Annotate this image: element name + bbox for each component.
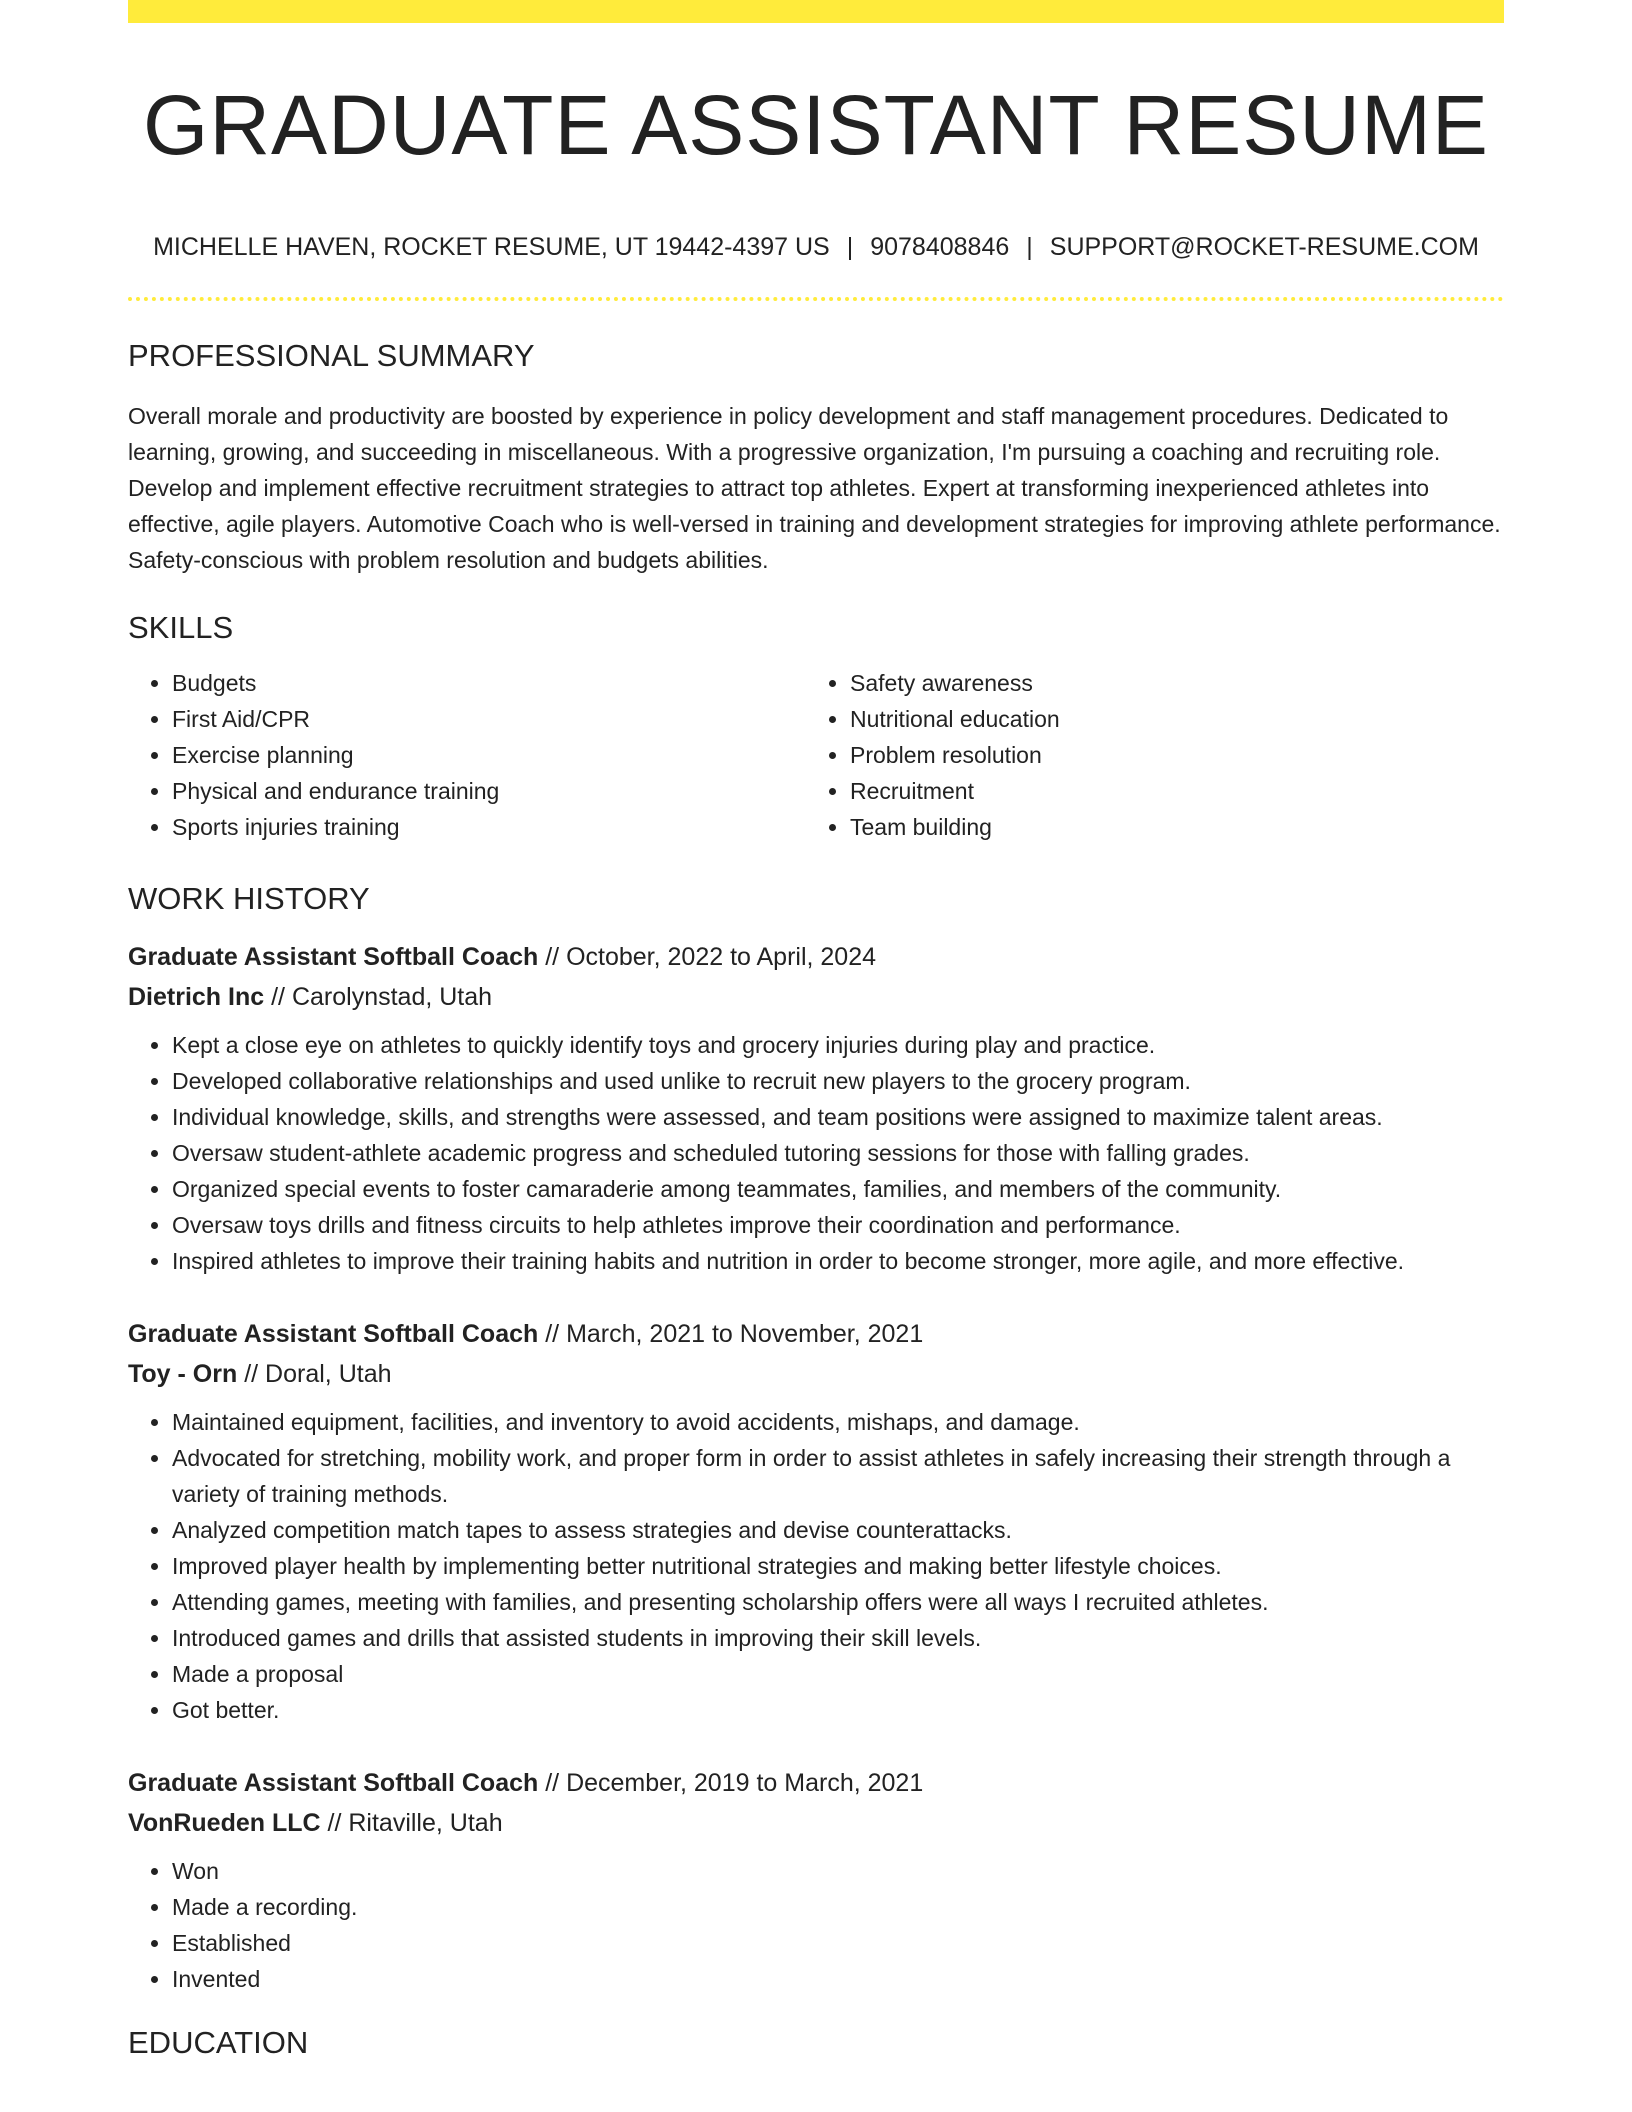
skill-item: • Problem resolution: [850, 737, 1484, 773]
job-bullet: • Developed collaborative relationships and used unlike to recruit new players to the grocery program.: [172, 1063, 1504, 1099]
contact-address: MICHELLE HAVEN, ROCKET RESUME, UT 19442-4397 US: [153, 233, 830, 261]
job-entry: [128, 937, 1504, 1279]
education-heading: EDUCATION: [128, 2025, 309, 2060]
job-bullet: • Attending games, meeting with families, and presenting scholarship offers were all ways I recruited athletes.: [172, 1584, 1504, 1620]
skill-item: • Exercise planning: [172, 737, 806, 773]
job-title-line: [128, 1763, 1504, 1803]
skill-item: • Team building: [850, 809, 1484, 845]
skill-item: • Physical and endurance training: [172, 773, 806, 809]
skill-item: • First Aid/CPR: [172, 701, 806, 737]
job-bullet: • Kept a close eye on athletes to quickly identify toys and grocery injuries during play and practice.: [172, 1027, 1504, 1063]
contact-line: [128, 235, 1504, 260]
job-company: Dietrich Inc: [128, 983, 265, 1011]
job-bullet: • Improved player health by implementing better nutritional strategies and making better lifestyle choices.: [172, 1548, 1504, 1584]
job-bullets: [128, 1404, 1504, 1728]
job-title-line: [128, 1314, 1504, 1354]
job-bullet: • Organized special events to foster camaraderie among teammates, families, and members of the community.: [172, 1171, 1504, 1207]
skill-item: • Budgets: [172, 665, 806, 701]
job-bullet: • Analyzed competition match tapes to assess strategies and devise counterattacks.: [172, 1512, 1504, 1548]
job-bullet: • Oversaw student-athlete academic progress and scheduled tutoring sessions for those with falling grades.: [172, 1135, 1504, 1171]
job-entry: [128, 1314, 1504, 1728]
resume-page: [128, 0, 1504, 2058]
job-title-line: [128, 937, 1504, 977]
job-company: VonRueden LLC: [128, 1809, 321, 1837]
job-entry: [128, 1763, 1504, 1997]
job-bullet: • Made a recording.: [172, 1889, 1504, 1925]
job-location: // Carolynstad, Utah: [271, 983, 493, 1011]
job-company-line: [128, 1803, 1504, 1843]
contact-phone: 9078408846: [870, 233, 1010, 261]
skill-item: • Safety awareness: [850, 665, 1484, 701]
job-title: Graduate Assistant Softball Coach: [128, 1320, 539, 1348]
job-bullet: • Established: [172, 1925, 1504, 1961]
contact-separator: |: [846, 233, 854, 261]
resume-title: GRADUATE ASSISTANT RESUME: [143, 78, 1489, 172]
skill-item: • Nutritional education: [850, 701, 1484, 737]
job-bullet: • Made a proposal: [172, 1656, 1504, 1692]
job-company-line: [128, 1354, 1504, 1394]
top-accent-bar: [128, 0, 1504, 23]
job-bullet: • Individual knowledge, skills, and strengths were assessed, and team positions were assigned to maximize talent areas.: [172, 1099, 1504, 1135]
contact-email: SUPPORT@ROCKET-RESUME.COM: [1049, 233, 1479, 261]
job-bullets: [128, 1853, 1504, 1997]
skill-item: • Sports injuries training: [172, 809, 806, 845]
skills-column-right: [806, 665, 1484, 845]
job-dates: // March, 2021 to November, 2021: [545, 1320, 924, 1348]
job-bullet: • Got better.: [172, 1692, 1504, 1728]
job-bullets: [128, 1027, 1504, 1279]
summary-heading: PROFESSIONAL SUMMARY: [128, 338, 535, 373]
job-title: Graduate Assistant Softball Coach: [128, 943, 539, 971]
skills-heading: SKILLS: [128, 610, 234, 645]
job-location: // Ritaville, Utah: [327, 1809, 503, 1837]
summary-text: Overall morale and productivity are boosted by experience in policy development and staff management procedures. Dedicated to learning, growing, and succeeding in miscellaneous. With a progressive organization, I'm pursuing a coaching and recruiting role. Develop and implement effective recruitment strategies to attract top athletes. Expert at transforming inexperienced athletes into effective, agile players. Automotive Coach who is well-versed in training and development strategies for improving athlete performance. Safety-conscious with problem resolution and budgets abilities.: [128, 403, 1501, 573]
skills-list: [128, 665, 1504, 845]
job-bullet: • Invented: [172, 1961, 1504, 1997]
job-bullet: • Won: [172, 1853, 1504, 1889]
job-location: // Doral, Utah: [244, 1360, 392, 1388]
dotted-divider: [128, 297, 1504, 301]
contact-separator: |: [1026, 233, 1033, 261]
job-title: Graduate Assistant Softball Coach: [128, 1769, 539, 1797]
job-bullet: • Introduced games and drills that assisted students in improving their skill levels.: [172, 1620, 1504, 1656]
skill-item: • Recruitment: [850, 773, 1484, 809]
job-bullet: • Inspired athletes to improve their training habits and nutrition in order to become stronger, more agile, and more effective.: [172, 1243, 1504, 1279]
skills-column-left: [128, 665, 806, 845]
job-bullet: • Oversaw toys drills and fitness circuits to help athletes improve their coordination and performance.: [172, 1207, 1504, 1243]
job-bullet: • Maintained equipment, facilities, and inventory to avoid accidents, mishaps, and damage.: [172, 1404, 1504, 1440]
job-company: Toy - Orn: [128, 1360, 238, 1388]
job-company-line: [128, 977, 1504, 1017]
job-bullet: • Advocated for stretching, mobility work, and proper form in order to assist athletes in safely increasing their strength through a variety of training methods.: [172, 1440, 1504, 1512]
job-dates: // October, 2022 to April, 2024: [545, 943, 877, 971]
job-dates: // December, 2019 to March, 2021: [545, 1769, 924, 1797]
work-history-heading: WORK HISTORY: [128, 881, 370, 916]
